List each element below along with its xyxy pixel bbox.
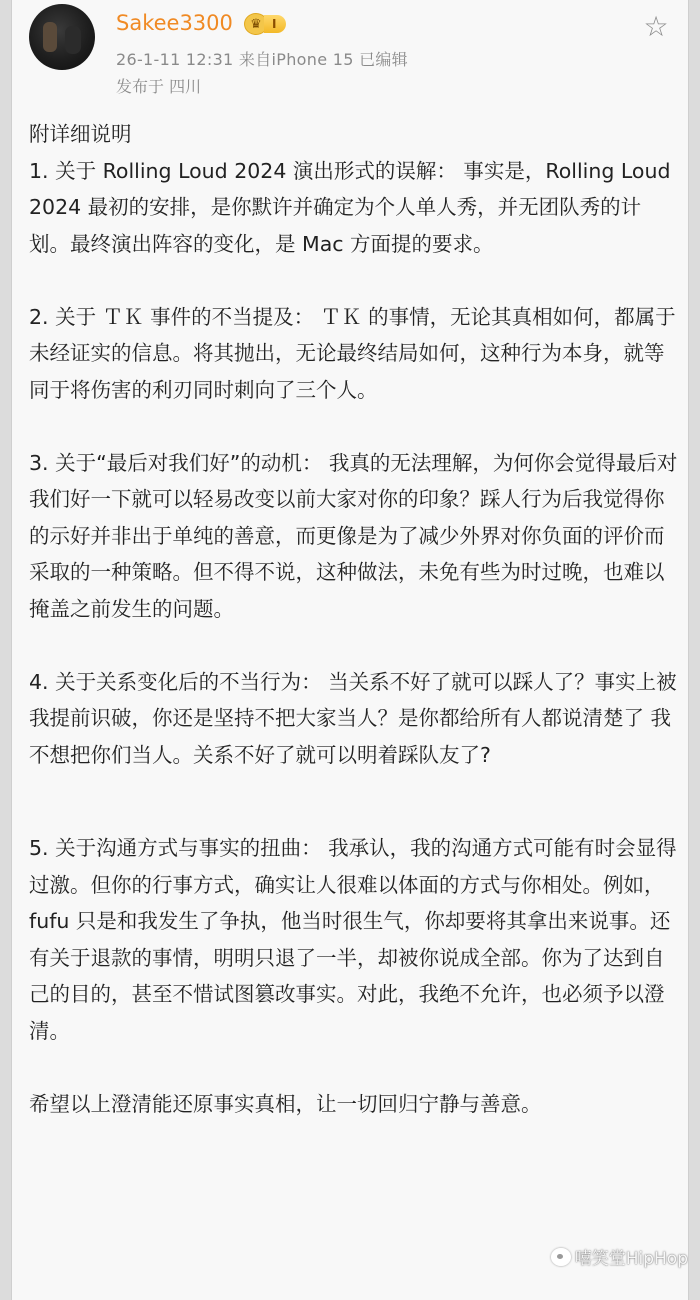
post-closing: 希望以上澄清能还原事实真相，让一切回归宁静与善意。 — [29, 1091, 542, 1116]
avatar-figure — [65, 26, 81, 54]
post-paragraph-5: 5. 关于沟通方式与事实的扭曲： 我承认，我的沟通方式可能有时会显得过激。但你的行事方式，确实让人很难以体面的方式与你相处。例如，fufu 只是和我发生了争执，他当时很生气，你却要将其拿出来说事。还有关于退款的事情，明明只退了一半，却被你说成全部。你为了达到自己的目的，甚至不惜试图篡改事实。对此，我绝不允许，也必须予以澄清。 — [29, 836, 677, 1043]
watermark-text: 嘻笑堂HipHop — [574, 1249, 688, 1269]
post-body — [29, 116, 679, 1122]
member-badge[interactable] — [244, 13, 310, 35]
badge-level: I — [264, 15, 286, 33]
crown-icon: ♛ — [244, 13, 268, 35]
watermark — [551, 1244, 688, 1269]
weibo-logo-icon — [551, 1248, 571, 1266]
avatar-figure — [43, 22, 57, 52]
post-paragraph-1: 1. 关于 Rolling Loud 2024 演出形式的误解： 事实是，Rolling Loud 2024 最初的安排，是你默许并确定为个人单人秀，并无团队秀的计划。最终演出阵容的变化，是 Mac 方面提的要求。 — [29, 158, 678, 256]
post-location: 发布于 四川 — [116, 77, 202, 96]
post-paragraph-2: 2. 关于 ＴＫ 事件的不当提及： ＴＫ 的事情，无论其真相如何，都属于未经证实的信息。将其抛出，无论最终结局如何，这种行为本身，就等同于将伤害的利刃同时刺向了三个人。 — [29, 304, 676, 402]
post-paragraph-3: 3. 关于“最后对我们好”的动机： 我真的无法理解，为何你会觉得最后对我们好一下就可以轻易改变以前大家对你的印象？踩人行为后我觉得你的示好并非出于单纯的善意，而更像是为了减少外界对你负面的评价而采取的一种策略。但不得不说，这种做法，未免有些为时过晚，也难以掩盖之前发生的问题。 — [29, 450, 678, 621]
avatar[interactable] — [29, 4, 95, 70]
post-meta: 26-1-11 12:31 来自iPhone 15 已编辑 — [116, 50, 408, 69]
post-intro: 附详细说明 — [29, 122, 132, 146]
weibo-post-card — [11, 0, 689, 1300]
star-outline-icon[interactable]: ☆ — [643, 10, 669, 43]
post-paragraph-4: 4. 关于关系变化后的不当行为： 当关系不好了就可以踩人了？事实上被我提前识破，你还是坚持不把大家当人？是你都给所有人都说清楚了 我不想把你们当人。关系不好了就可以明着踩队友了? — [29, 669, 677, 767]
author-name[interactable]: Sakee3300 — [116, 11, 233, 35]
